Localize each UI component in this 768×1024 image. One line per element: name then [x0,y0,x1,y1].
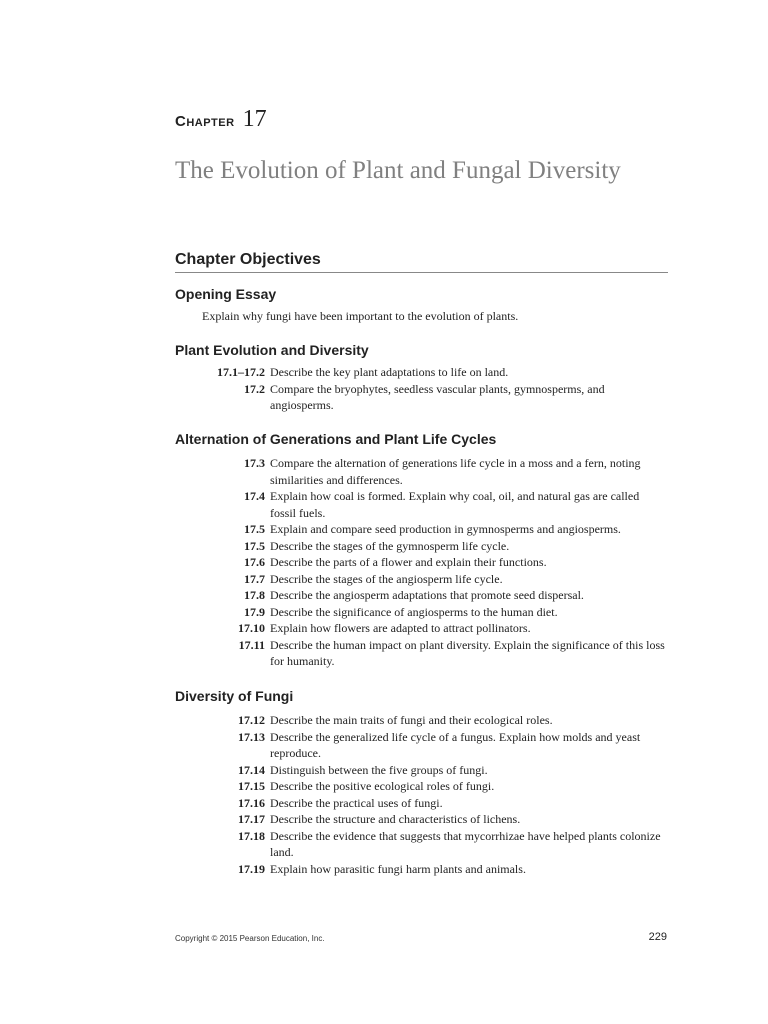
objective-item [175,729,665,762]
objective-item [175,488,665,521]
objective-text: Compare the alternation of generations life cycle in a moss and a fern, noting similarities and differences. [270,456,641,487]
objective-number: 17.7 [244,571,265,586]
objective-text: Explain how flowers are adapted to attract pollinators. [270,621,531,635]
objective-item [175,604,665,621]
objective-text: Describe the significance of angiosperms to the human diet. [270,604,558,619]
objectives-heading: Chapter Objectives [175,251,668,273]
objective-text: Explain and compare seed production in gymnosperms and angiosperms. [270,522,621,536]
objective-item [175,861,665,878]
objective-item [175,828,665,861]
objective-number: 17.12 [238,713,265,727]
objective-number: 17.6 [244,555,265,569]
chapter-number: 17 [242,106,267,132]
objective-text: Describe the parts of a flower and explain their functions. [270,555,547,569]
chapter-label [175,106,267,133]
objective-number: 17.10 [238,621,265,635]
objective-item [175,538,665,555]
objective-item [175,364,665,381]
objective-item [175,571,665,588]
objective-number: 17.11 [238,637,265,652]
objective-number: 17.1–17.2 [217,365,265,379]
objective-number: 17.4 [244,489,265,503]
objective-item [175,554,665,571]
objective-text: Describe the practical uses of fungi. [270,795,443,810]
objective-number: 17.14 [238,762,265,777]
chapter-title: The Evolution of Plant and Fungal Diversity [175,157,621,184]
objective-list-plant-evolution [175,364,665,414]
chapter-word: Chapter [175,113,235,130]
objective-number: 17.9 [244,604,265,619]
section-heading-opening-essay: Opening Essay [175,286,277,302]
objective-number: 17.5 [244,522,265,536]
objective-list-alternation [175,455,665,670]
objective-text: Describe the angiosperm adaptations that promote seed dispersal. [270,588,584,602]
objective-item [175,762,665,779]
objective-number: 17.15 [238,779,265,793]
objective-item [175,381,665,414]
opening-essay-text: Explain why fungi have been important to the evolution of plants. [202,309,519,323]
section-heading-plant-evolution: Plant Evolution and Diversity [175,342,369,358]
objective-number: 17.18 [238,828,265,843]
objective-item [175,587,665,604]
objective-text: Distinguish between the five groups of fungi. [270,762,488,777]
objective-text: Explain how coal is formed. Explain why coal, oil, and natural gas are called fossil fuels. [270,489,640,520]
objective-number: 17.17 [238,812,265,826]
objective-text: Describe the evidence that suggests that mycorrhizae have helped plants colonize land. [270,828,661,859]
objective-number: 17.5 [244,538,265,553]
objective-text: Explain how parasitic fungi harm plants and animals. [270,861,526,876]
objective-item [175,712,665,729]
objective-text: Describe the stages of the gymnosperm life cycle. [270,538,510,553]
objective-item [175,620,665,637]
copyright-notice: Copyright © 2015 Pearson Education, Inc. [175,934,325,943]
objective-text: Describe the human impact on plant diversity. Explain the significance of this loss for humanity. [270,637,665,668]
objective-list-fungi [175,712,665,877]
objective-text: Describe the structure and characteristics of lichens. [270,812,521,826]
objective-item [175,637,665,670]
objective-number: 17.2 [244,381,265,396]
objective-number: 17.13 [238,729,265,744]
objective-item [175,795,665,812]
objective-text: Describe the main traits of fungi and their ecological roles. [270,713,553,727]
section-heading-diversity-of-fungi: Diversity of Fungi [175,688,294,704]
objective-number: 17.3 [244,456,265,470]
objective-number: 17.19 [238,861,265,876]
objective-text: Describe the generalized life cycle of a fungus. Explain how molds and yeast reproduce. [270,729,641,760]
objective-number: 17.16 [238,795,265,810]
objective-text: Describe the key plant adaptations to life on land. [270,365,509,379]
objective-item [175,455,665,488]
page-number: 229 [648,931,667,943]
objective-text: Describe the stages of the angiosperm life cycle. [270,571,503,586]
objective-number: 17.8 [244,588,265,602]
objective-item [175,521,665,538]
objective-item [175,778,665,795]
objective-text: Compare the bryophytes, seedless vascular plants, gymnosperms, and angiosperms. [270,381,605,412]
objective-text: Describe the positive ecological roles of fungi. [270,779,495,793]
section-heading-alternation-of-generations: Alternation of Generations and Plant Life Cycles [175,431,497,447]
objective-item [175,811,665,828]
